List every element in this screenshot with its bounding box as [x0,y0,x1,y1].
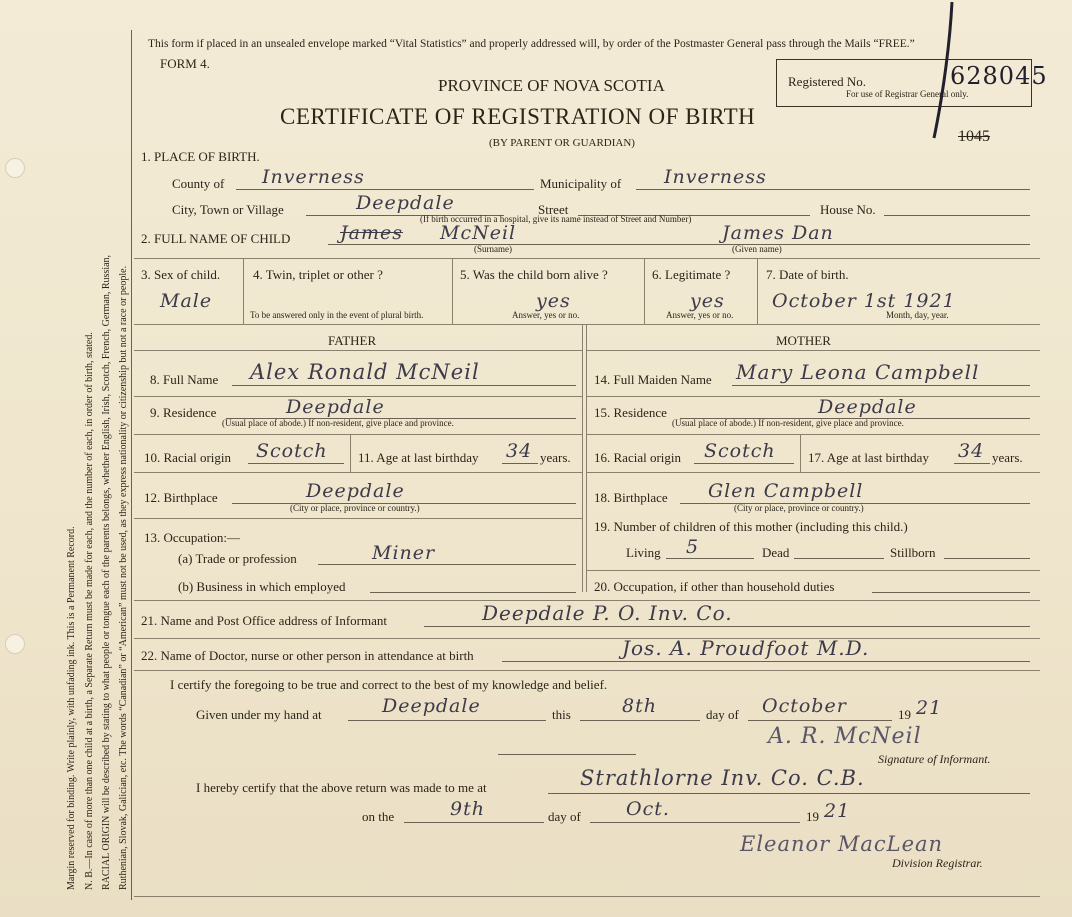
margin-line [131,30,132,900]
child-surname: McNeil [440,222,517,244]
father-name-line [232,385,576,386]
city-value: Deepdale [356,192,455,214]
dob-note: Month, day, year. [886,310,949,320]
father-res-note: (Usual place of abode.) If non-resident, give place and province. [222,418,454,428]
father-trade-label: (a) Trade or profession [178,551,297,566]
mother-res-note: (Usual place of abode.) If non-resident, give place and province. [672,418,904,428]
surname-note: (Surname) [474,244,512,254]
mother-occ-line [872,592,1030,593]
page-subtitle: (BY PARENT OR GUARDIAN) [489,137,635,149]
row-divider [134,638,1040,639]
province-heading: PROVINCE OF NOVA SCOTIA [438,76,665,95]
row-divider [586,396,1040,397]
given-place: Deepdale [382,695,481,717]
dead-line [794,558,884,559]
given-label: Given under my hand at [196,707,322,722]
mother-bp-note: (City or place, province or country.) [734,503,864,513]
father-years: years. [540,450,571,465]
county-line [236,189,534,190]
father-race: Scotch [256,440,328,462]
registrar-place-line [548,793,1030,794]
row-divider [134,324,1040,325]
dayof-label: day of [706,707,739,722]
father-trade-line [318,564,576,565]
dead-label: Dead [762,545,790,560]
page-title: CERTIFICATE OF REGISTRATION OF BIRTH [280,104,756,129]
month-line [748,720,892,721]
municipality-line [636,189,1030,190]
bottom-border [134,896,1040,897]
twin-label: 4. Twin, triplet or other ? [253,267,383,282]
child-name-line [328,244,1030,245]
registrar-place: Strathlorne Inv. Co. C.B. [580,766,865,790]
registrar-month: Oct. [626,798,670,820]
side-note-1: Margin reserved for binding. Write plainly, with unfading ink. This is a Permanent Record. [66,526,77,890]
mother-children-label: 19. Number of children of this mother (including this child.) [594,519,908,534]
father-occ-label: 13. Occupation:— [144,530,241,545]
form-number: FORM 4. [160,56,210,71]
col-divider [243,258,244,324]
living-label: Living [626,545,661,560]
col-divider [644,258,645,324]
father-age-label: 11. Age at last birthday [358,450,479,465]
row-divider [134,670,1040,671]
registered-secondary: 1045 [958,128,990,145]
mother-race-line [694,463,794,464]
row-divider [586,570,1040,571]
municipality-value: Inverness [664,166,767,188]
county-value: Inverness [262,166,365,188]
living-line [666,558,754,559]
side-note-4: Ruthenian, Slovak, Galician, etc. The words “Canadian” or “American” must not be used, as they express nationality or citizenship but not a race or people. [118,265,129,890]
given-month: October [762,695,847,717]
registered-label: Registered No. [788,74,866,89]
father-age-line [502,463,538,464]
mother-race: Scotch [704,440,776,462]
col-divider [350,434,351,472]
mother-name-label: 14. Full Maiden Name [594,372,712,387]
legit-note: Answer, yes or no. [666,310,734,320]
given-day: 8th [622,695,657,717]
father-business-label: (b) Business in which employed [178,579,346,594]
binding-hole [5,634,25,654]
parents-divider [582,324,583,592]
father-race-label: 10. Racial origin [144,450,232,465]
this-label: this [552,707,571,722]
child-name-label: 2. FULL NAME OF CHILD [141,231,291,246]
on-label: on the [362,809,395,824]
row-divider [134,472,582,473]
informant-signature: A. R. McNeil [768,724,922,749]
place-heading: 1. PLACE OF BIRTH. [141,149,260,164]
certify-text: I certify the foregoing to be true and correct to the best of my knowledge and belief. [170,677,608,692]
informant-sig-label: Signature of Informant. [878,752,991,766]
living-value: 5 [686,536,700,558]
hospital-note: (If birth occurred in a hospital, give its name instead of Street and Number) [420,214,692,224]
side-note-2: N. B.—In case of more than one child at a birth, a Separate Return must be made for each, and the number of each, in order of birth, stated. [84,332,95,890]
registrar-day: 9th [450,798,485,820]
stillborn-label: Stillborn [890,545,936,560]
father-business-line [370,592,576,593]
row-divider [586,472,1040,473]
twin-note: To be answered only in the event of plural birth. [250,310,424,320]
father-res-label: 9. Residence [150,405,217,420]
street-label: Street [538,202,569,217]
side-note-3: RACIAL ORIGIN will be described by stating to what people or tongue each of the parents belongs, whether English, Irish, Scotch, French, German, Russian, [101,254,112,890]
binding-hole [5,158,25,178]
mother-name: Mary Leona Campbell [736,360,980,384]
col-divider [800,434,801,472]
mother-heading: MOTHER [776,333,831,348]
registrar-signature: Eleanor MacLean [740,832,944,856]
informant-value: Deepdale P. O. Inv. Co. [482,601,733,625]
city-label: City, Town or Village [172,202,284,217]
dob-label: 7. Date of birth. [766,267,849,282]
row-divider [134,518,582,519]
mother-bp-label: 18. Birthplace [594,490,668,505]
parents-divider-2 [586,324,587,592]
reg-day-line [404,822,544,823]
mother-age: 34 [958,440,985,462]
short-rule [498,754,636,755]
mother-race-label: 16. Racial origin [594,450,682,465]
day-line [580,720,700,721]
child-surname-struck: James [340,222,403,244]
mother-occ-label: 20. Occupation, if other than household duties [594,579,835,594]
alive-label: 5. Was the child born alive ? [460,267,608,282]
col-divider [452,258,453,324]
father-race-line [248,463,344,464]
doctor-value: Jos. A. Proudfoot M.D. [622,636,870,660]
mother-years: years. [992,450,1023,465]
alive-note: Answer, yes or no. [512,310,580,320]
father-heading: FATHER [328,333,377,348]
pen-stroke [920,0,960,140]
stillborn-line [944,558,1030,559]
mother-age-label: 17. Age at last birthday [808,450,929,465]
mother-res: Deepdale [818,396,917,418]
mother-heading-rule [586,350,1040,351]
informant-label: 21. Name and Post Office address of Informant [141,613,387,628]
child-given: James Dan [722,222,834,244]
dob-value: October 1st 1921 [772,290,956,312]
registered-note: For use of Registrar General only. [846,89,969,99]
registrar-sig-label: Division Registrar. [892,856,983,870]
father-bp: Deepdale [306,480,405,502]
reg-month-line [590,822,800,823]
father-heading-rule [134,350,582,351]
postal-notice: This form if placed in an unsealed envelope marked “Vital Statistics” and properly addressed will, by order of the Postmaster General pass through the Mails “FREE.” [148,38,915,50]
legit-value: yes [690,290,725,312]
registrar-text: I hereby certify that the above return was made to me at [196,780,487,795]
house-label: House No. [820,202,876,217]
year-prefix: 19 [898,707,911,722]
mother-bp: Glen Campbell [708,480,864,502]
father-res: Deepdale [286,396,385,418]
municipality-label: Municipality of [540,176,622,191]
mother-name-line [732,385,1030,386]
mother-age-line [954,463,990,464]
alive-value: yes [536,290,571,312]
reg-dayof-label: day of [548,809,581,824]
father-age: 34 [506,440,533,462]
father-name-label: 8. Full Name [150,372,219,387]
row-divider [134,434,582,435]
row-divider [134,258,1040,259]
father-trade: Miner [372,542,436,564]
county-label: County of [172,176,225,191]
col-divider [757,258,758,324]
doctor-line [502,661,1030,662]
doctor-label: 22. Name of Doctor, nurse or other person in attendance at birth [141,648,474,663]
legit-label: 6. Legitimate ? [652,267,731,282]
row-divider [586,434,1040,435]
given-line [348,720,546,721]
reg-year-prefix: 19 [806,809,819,824]
father-name: Alex Ronald McNeil [250,360,480,384]
informant-line [424,626,1030,627]
father-bp-label: 12. Birthplace [144,490,218,505]
house-line [884,215,1030,216]
given-note: (Given name) [732,244,782,254]
sex-value: Male [160,290,213,312]
registrar-year: 21 [824,800,851,822]
mother-res-label: 15. Residence [594,405,667,420]
father-bp-note: (City or place, province or country.) [290,503,420,513]
registered-number: 628045 [950,62,1048,90]
sex-label: 3. Sex of child. [141,267,221,282]
given-year: 21 [916,697,943,719]
